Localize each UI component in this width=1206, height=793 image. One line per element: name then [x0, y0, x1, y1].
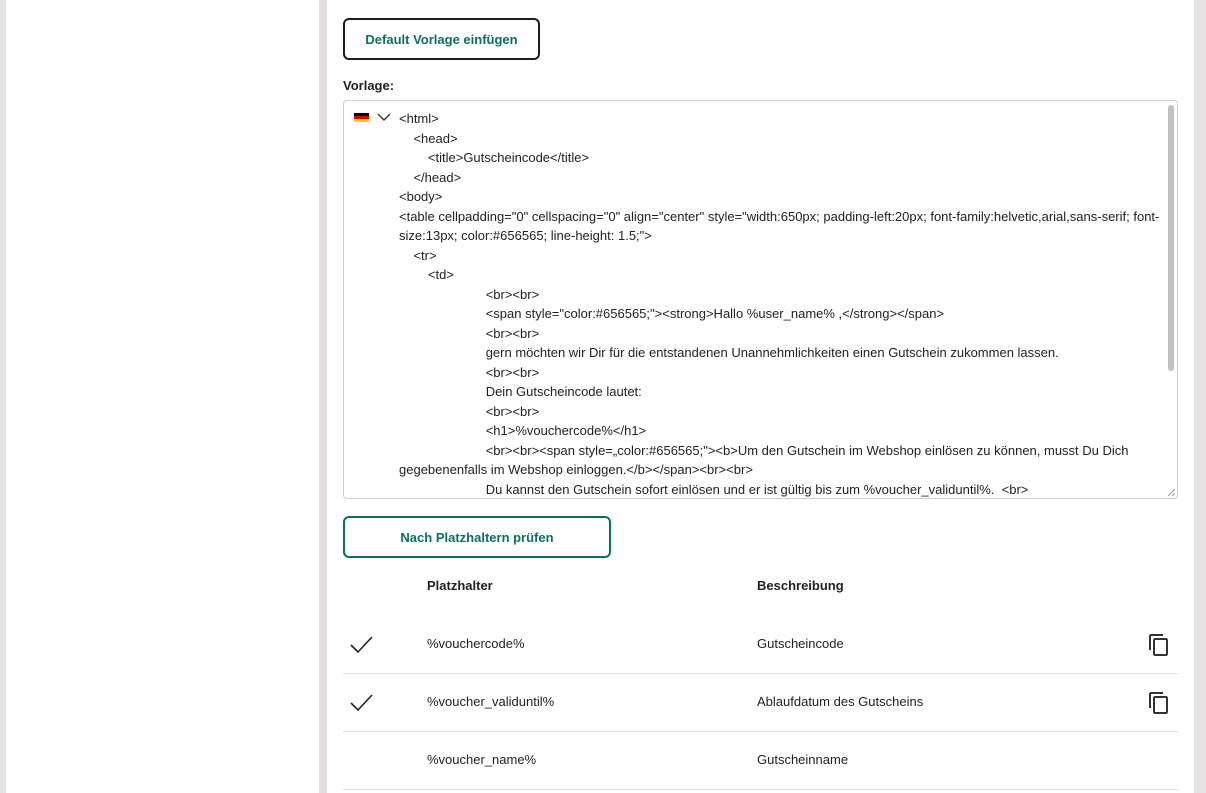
- template-label: Vorlage:: [343, 78, 395, 93]
- table-row: [343, 616, 1178, 674]
- table-row: [343, 674, 1178, 732]
- placeholder-code: %vouchercode%: [427, 636, 525, 651]
- checkmark-icon: [349, 691, 373, 715]
- chevron-down-icon: [377, 113, 391, 122]
- placeholder-description: Ablaufdatum des Gutscheins: [757, 694, 924, 709]
- right-edge: [1194, 0, 1206, 793]
- table-row: [343, 732, 1178, 790]
- placeholder-description: Gutscheinname: [757, 752, 849, 767]
- language-select[interactable]: [354, 113, 391, 122]
- insert-default-template-button[interactable]: Default Vorlage einfügen: [343, 18, 540, 60]
- column-header-description: Beschreibung: [757, 578, 844, 593]
- de-flag-icon: [354, 113, 369, 122]
- resize-grip-icon[interactable]: [1164, 485, 1176, 497]
- checkmark-icon: [349, 633, 373, 657]
- main-content: [327, 0, 1194, 793]
- placeholder-description: Gutscheincode: [757, 636, 844, 651]
- placeholder-table-header: [343, 578, 1178, 598]
- panel-divider[interactable]: [319, 0, 327, 793]
- template-editor[interactable]: [343, 100, 1178, 499]
- placeholder-code: %voucher_name%: [427, 752, 537, 767]
- placeholder-code: %voucher_validuntil%: [427, 694, 555, 709]
- column-header-placeholder: Platzhalter: [427, 578, 493, 593]
- copy-icon[interactable]: [1147, 633, 1171, 657]
- editor-scroll-thumb[interactable]: [1168, 105, 1174, 371]
- template-code-text[interactable]: <html> <head> <title>Gutscheincode</title> </head> <body> <table cellpadding="0" cellspacing="0" align="center" style="width:650px; padding-left:20px; font-family:helvetic,arial,sans-serif; font-size:13px; color:#656565; line-height: 1.5;"> <tr> <td> <br><br> <span style="color:#656565;"><strong>Hallo %user_name% ,</strong></span> <br><br> gern möchten wir Dir für die entstandenen Unannehmlichkeiten einen Gutschein zukommen lassen. <br><br> Dein Gutscheincode lautet: <br><br> <h1>%vouchercode%</h1> <br><br><span style=„color:#656565;"><b>Um den Gutschein im Webshop einlösen zu können, musst Du Dich gegebenenfalls im Webshop einloggen.</b></span><br><br> Du kannst den Gutschein sofort einlösen und er ist gültig bis zum %voucher_validuntil%. <br>: [399, 111, 1160, 497]
- sidebar-panel: [6, 0, 319, 793]
- check-placeholders-button[interactable]: Nach Platzhaltern prüfen: [343, 516, 611, 558]
- copy-icon[interactable]: [1147, 691, 1171, 715]
